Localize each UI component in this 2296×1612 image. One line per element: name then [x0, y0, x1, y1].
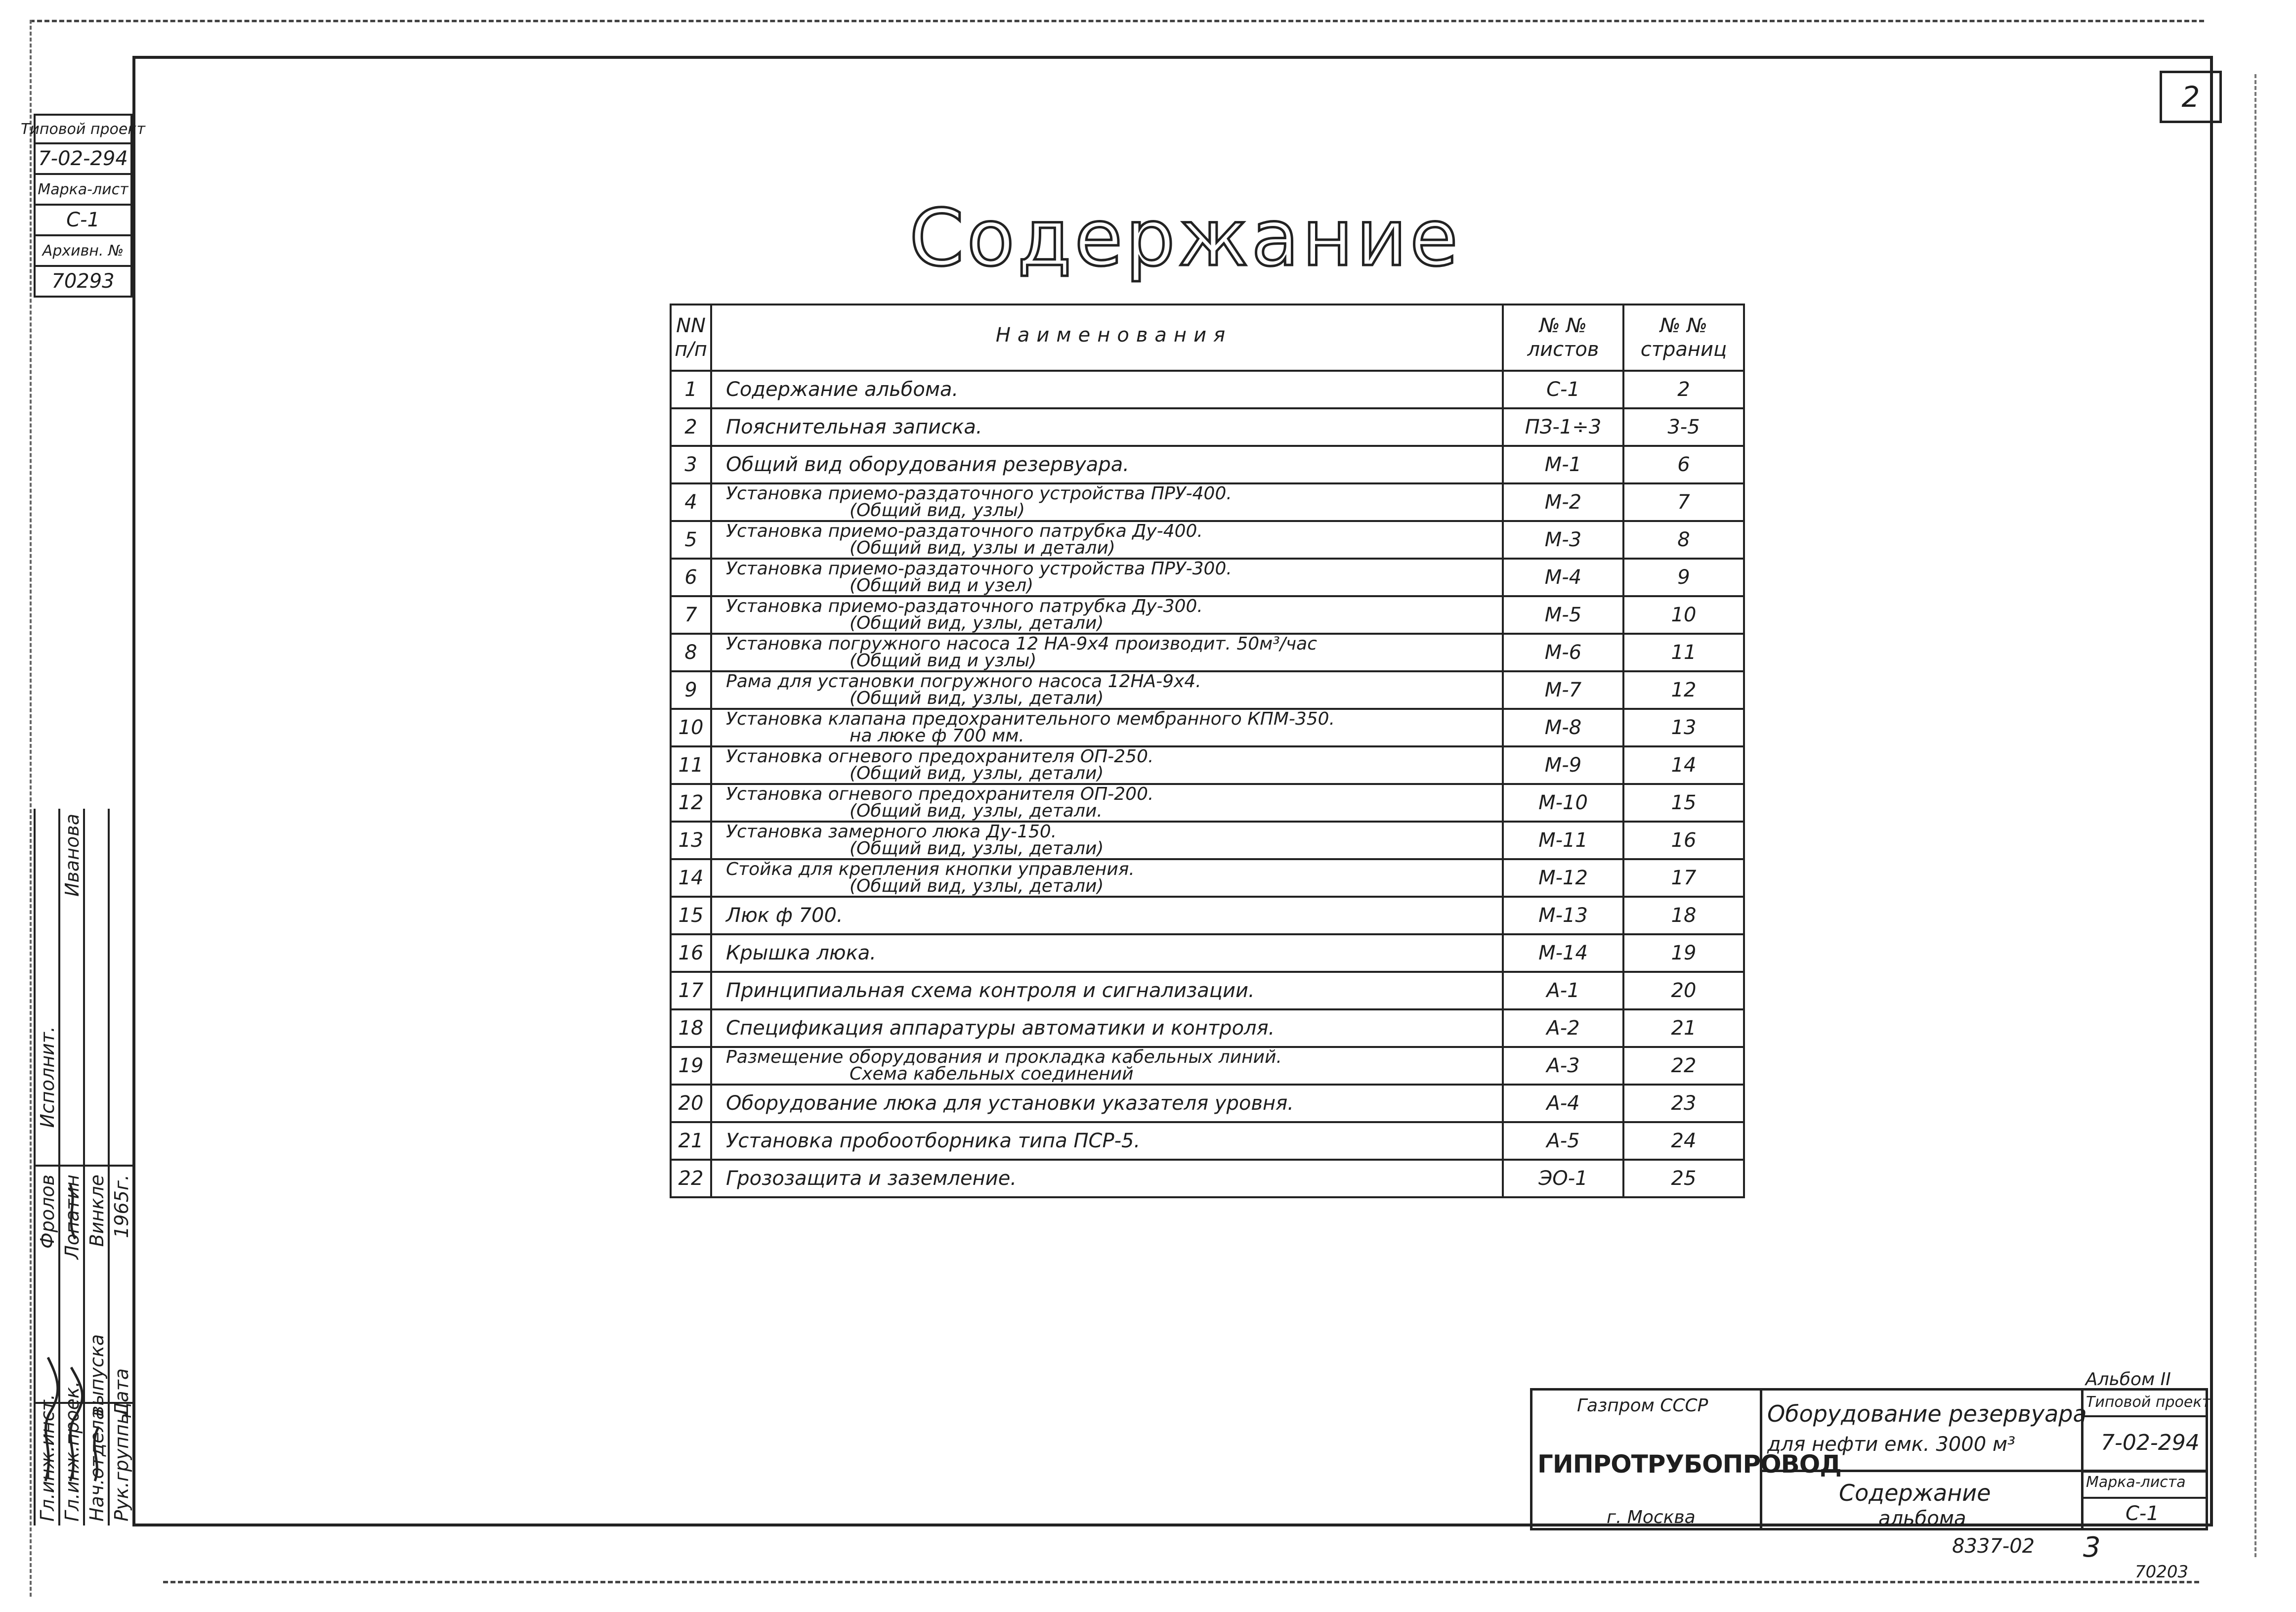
row-num: 9 — [671, 671, 711, 709]
row-name-line1: Установка приемо-раздаточного устройства ПРУ-400. — [726, 483, 1232, 504]
row-name-line2: (Общий вид, узлы, детали) — [850, 763, 1104, 784]
table-row — [671, 634, 1744, 671]
row-name-line2: (Общий вид, узлы, детали. — [850, 801, 1103, 821]
row-name — [711, 408, 1503, 446]
row-num: 14 — [671, 859, 711, 897]
table-row — [671, 559, 1744, 596]
row-page: 21 — [1623, 1009, 1744, 1047]
doc-number: 8337-02 — [1952, 1535, 2035, 1558]
bottom-border-line — [163, 1581, 2199, 1583]
signer-1: Фролов — [37, 1175, 58, 1249]
left-border-line — [30, 20, 32, 1597]
row-name-line2: (Общий вид, узлы, детали) — [850, 876, 1104, 896]
row-sheet: М-2 — [1503, 483, 1623, 521]
row-name — [711, 1009, 1503, 1047]
handwritten-signatures — [36, 1303, 110, 1491]
row-page: 19 — [1623, 934, 1744, 972]
row-name-line2: (Общий вид, узлы, детали) — [850, 838, 1104, 859]
row-page: 9 — [1623, 559, 1744, 596]
city: г. Москва — [1607, 1507, 1696, 1527]
sheet-title-line2: альбома — [1878, 1507, 1966, 1530]
row-page: 16 — [1623, 822, 1744, 859]
row-page: 17 — [1623, 859, 1744, 897]
row-name-line1: Установка погружного насоса 12 НА-9х4 производит. 50м³/час — [726, 634, 1317, 654]
row-sheet: М-8 — [1503, 709, 1623, 746]
row-page: 3-5 — [1623, 408, 1744, 446]
row-page: 2 — [1623, 371, 1744, 408]
row-sheet: М-10 — [1503, 784, 1623, 822]
row-name — [711, 1047, 1503, 1085]
row-name-line1: Содержание альбома. — [726, 378, 959, 401]
row-name-line1: Пояснительная записка. — [726, 416, 982, 438]
row-page: 20 — [1623, 972, 1744, 1009]
row-sheet: М-5 — [1503, 596, 1623, 634]
contents-table — [670, 304, 1745, 1198]
row-num: 13 — [671, 822, 711, 859]
row-name-line1: Общий вид оборудования резервуара. — [726, 453, 1129, 476]
row-name-line1: Принципиальная схема контроля и сигнализации. — [726, 979, 1255, 1002]
row-num: 18 — [671, 1009, 711, 1047]
signer-2: Лопатин — [61, 1175, 83, 1260]
row-name — [711, 1160, 1503, 1197]
row-name-line2: (Общий вид и узел) — [850, 575, 1034, 596]
role-1: Гл.инж.инст. — [37, 1394, 58, 1522]
row-page: 22 — [1623, 1047, 1744, 1085]
table-row — [671, 1085, 1744, 1122]
table-row — [671, 483, 1744, 521]
row-page: 14 — [1623, 746, 1744, 784]
row-name-line1: Люк ф 700. — [726, 904, 843, 927]
table-row — [671, 1160, 1744, 1197]
row-name — [711, 972, 1503, 1009]
row-num: 16 — [671, 934, 711, 972]
left-stamp-project-number: 7-02-294 — [34, 144, 132, 175]
row-page: 23 — [1623, 1085, 1744, 1122]
row-page: 12 — [1623, 671, 1744, 709]
table-row — [671, 709, 1744, 746]
table-row — [671, 1047, 1744, 1085]
release-label: выпуска — [86, 1334, 108, 1417]
row-sheet: М-4 — [1503, 559, 1623, 596]
table-row — [671, 408, 1744, 446]
row-name-line1: Установка пробоотборника типа ПСР-5. — [726, 1130, 1141, 1152]
row-name — [711, 709, 1503, 746]
left-stamp-archive-value: 70293 — [34, 267, 132, 298]
left-stamp-project-label: Типовой проект — [34, 114, 132, 144]
row-num: 1 — [671, 371, 711, 408]
row-name — [711, 822, 1503, 859]
table-row — [671, 1122, 1744, 1160]
row-num: 3 — [671, 446, 711, 483]
row-num: 2 — [671, 408, 711, 446]
archive-number: 70203 — [2135, 1562, 2189, 1582]
row-name — [711, 1085, 1503, 1122]
row-name-line1: Крышка люка. — [726, 942, 876, 964]
table-row — [671, 897, 1744, 934]
row-num: 6 — [671, 559, 711, 596]
row-sheet: М-1 — [1503, 446, 1623, 483]
row-name — [711, 934, 1503, 972]
row-sheet: М-7 — [1503, 671, 1623, 709]
row-sheet: А-4 — [1503, 1085, 1623, 1122]
row-name-line1: Спецификация аппаратуры автоматики и контроля. — [726, 1017, 1275, 1040]
row-name — [711, 859, 1503, 897]
row-name-line1: Рама для установки погружного насоса 12НА-9х4. — [726, 671, 1201, 692]
row-sheet: ЭО-1 — [1503, 1160, 1623, 1197]
table-row — [671, 1009, 1744, 1047]
row-name-line1: Грозозащита и заземление. — [726, 1167, 1017, 1190]
left-stamp-sheet-value: С-1 — [34, 206, 132, 236]
role-5: Дата — [111, 1368, 132, 1417]
row-sheet: А-3 — [1503, 1047, 1623, 1085]
row-sheet: А-5 — [1503, 1122, 1623, 1160]
tb-project-number: 7-02-294 — [2101, 1430, 2200, 1455]
org-name: ГИПРОТРУБОПРОВОД — [1537, 1450, 1841, 1479]
top-border-line — [30, 20, 2204, 22]
row-num: 5 — [671, 521, 711, 559]
right-border-line — [2254, 74, 2256, 1557]
row-name-line1: Установка клапана предохранительного мембранного КПМ-350. — [726, 709, 1335, 729]
copy-number: 3 — [2083, 1531, 2101, 1564]
page-title: Содержание — [909, 193, 1461, 284]
row-page: 24 — [1623, 1122, 1744, 1160]
row-sheet: А-2 — [1503, 1009, 1623, 1047]
row-sheet: А-1 — [1503, 972, 1623, 1009]
table-row — [671, 746, 1744, 784]
row-name-line1: Установка огневого предохранителя ОП-250. — [726, 746, 1154, 767]
project-title-line2: для нефти емк. 3000 м³ — [1767, 1433, 2016, 1456]
row-page: 7 — [1623, 483, 1744, 521]
row-name-line2: (Общий вид, узлы, детали) — [850, 688, 1104, 708]
tb-sheet-label: Марка-листа — [2086, 1474, 2186, 1491]
row-num: 12 — [671, 784, 711, 822]
row-sheet: ПЗ-1÷3 — [1503, 408, 1623, 446]
header-pages: № № страниц — [1623, 305, 1744, 371]
row-sheet: М-14 — [1503, 934, 1623, 972]
row-num: 15 — [671, 897, 711, 934]
row-num: 10 — [671, 709, 711, 746]
table-row — [671, 934, 1744, 972]
role-4: Рук.группы — [111, 1409, 132, 1522]
row-num: 11 — [671, 746, 711, 784]
signer-3: Винкле — [86, 1175, 108, 1247]
tb-project-label: Типовой проект — [2086, 1394, 2211, 1411]
row-name-line1: Установка приемо-раздаточного патрубка Ду-300. — [726, 596, 1203, 616]
left-stamp-archive-label: Архивн. № — [34, 236, 132, 267]
row-name — [711, 483, 1503, 521]
row-page: 8 — [1623, 521, 1744, 559]
row-page: 11 — [1623, 634, 1744, 671]
header-num: NN п/п — [671, 305, 711, 371]
row-name — [711, 559, 1503, 596]
row-page: 6 — [1623, 446, 1744, 483]
row-num: 22 — [671, 1160, 711, 1197]
table-row — [671, 371, 1744, 408]
project-title-line1: Оборудование резервуара — [1767, 1400, 2087, 1427]
row-sheet: М-12 — [1503, 859, 1623, 897]
row-name — [711, 634, 1503, 671]
row-name-line2: (Общий вид, узлы, детали) — [850, 613, 1104, 633]
table-row — [671, 521, 1744, 559]
left-stamp — [21, 114, 145, 298]
row-name — [711, 1122, 1503, 1160]
table-row — [671, 972, 1744, 1009]
row-num: 19 — [671, 1047, 711, 1085]
role-2: Гл.инж.проек. — [61, 1381, 83, 1522]
row-sheet: М-13 — [1503, 897, 1623, 934]
org-top: Газпром СССР — [1577, 1395, 1708, 1416]
signature-block — [34, 809, 132, 1525]
row-name-line1: Установка приемо-раздаточного устройства ПРУ-300. — [726, 559, 1232, 579]
table-row — [671, 671, 1744, 709]
row-name — [711, 521, 1503, 559]
table-header-row — [671, 305, 1744, 371]
row-name — [711, 897, 1503, 934]
header-sheets: № № листов — [1503, 305, 1623, 371]
page-number: 2 — [2160, 71, 2222, 123]
table-row — [671, 859, 1744, 897]
table-row — [671, 446, 1744, 483]
signer-4: 1965г. — [111, 1175, 132, 1238]
table-row — [671, 822, 1744, 859]
executor-name: Иванова — [61, 814, 83, 897]
row-page: 15 — [1623, 784, 1744, 822]
row-name-line2: Схема кабельных соединений — [850, 1064, 1134, 1084]
row-num: 4 — [671, 483, 711, 521]
row-sheet: М-3 — [1503, 521, 1623, 559]
row-sheet: М-9 — [1503, 746, 1623, 784]
row-page: 25 — [1623, 1160, 1744, 1197]
row-sheet: С-1 — [1503, 371, 1623, 408]
row-num: 20 — [671, 1085, 711, 1122]
row-name-line1: Установка приемо-раздаточного патрубка Ду-400. — [726, 521, 1203, 541]
row-name-line2: (Общий вид, узлы) — [850, 500, 1025, 521]
sheet-title-line1: Содержание — [1839, 1480, 1991, 1506]
left-stamp-sheet-label: Марка-лист — [34, 175, 132, 206]
row-name-line1: Установка замерного люка Ду-150. — [726, 822, 1057, 842]
row-name-line1: Стойка для крепления кнопки управления. — [726, 859, 1135, 879]
album-label: Альбом II — [2085, 1369, 2171, 1390]
row-num: 8 — [671, 634, 711, 671]
table-row — [671, 784, 1744, 822]
header-name: Наименования — [711, 305, 1503, 371]
row-name — [711, 746, 1503, 784]
table-row — [671, 596, 1744, 634]
row-num: 21 — [671, 1122, 711, 1160]
row-name-line2: на люке ф 700 мм. — [850, 726, 1024, 746]
row-num: 17 — [671, 972, 711, 1009]
tb-sheet-value: С-1 — [2126, 1502, 2159, 1525]
row-name-line2: (Общий вид и узлы) — [850, 651, 1037, 671]
row-name — [711, 784, 1503, 822]
role-3: Нач.отдела — [86, 1408, 108, 1522]
row-name — [711, 596, 1503, 634]
row-page: 13 — [1623, 709, 1744, 746]
row-name — [711, 371, 1503, 408]
row-sheet: М-6 — [1503, 634, 1623, 671]
executor-label: Исполнит. — [37, 1026, 58, 1128]
row-name — [711, 446, 1503, 483]
row-num: 7 — [671, 596, 711, 634]
title-block — [1530, 1388, 2211, 1530]
row-name-line2: (Общий вид, узлы и детали) — [850, 538, 1115, 558]
row-sheet: М-11 — [1503, 822, 1623, 859]
row-name — [711, 671, 1503, 709]
row-name-line1: Оборудование люка для установки указателя уровня. — [726, 1092, 1294, 1115]
row-page: 18 — [1623, 897, 1744, 934]
row-name-line1: Размещение оборудования и прокладка кабельных линий. — [726, 1047, 1282, 1067]
row-name-line1: Установка огневого предохранителя ОП-200. — [726, 784, 1154, 804]
row-page: 10 — [1623, 596, 1744, 634]
